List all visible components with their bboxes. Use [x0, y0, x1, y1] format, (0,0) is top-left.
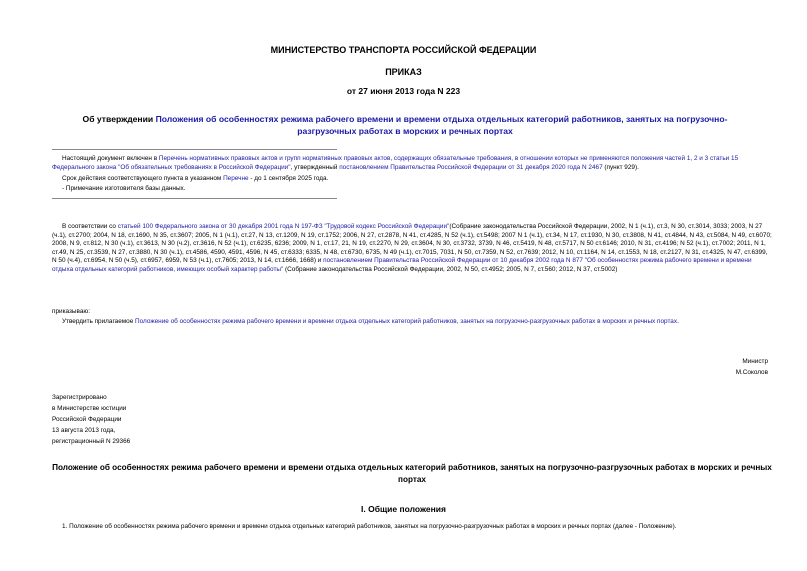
order-text-2: . [677, 318, 679, 325]
notice-text-3: (пункт 929). [602, 163, 639, 171]
basis-text-3: (Собрание законодательства Российской Федерации, 2002, N 50, ст.4952; 2005, N 7, ст.560; 2012, N 37, ст.5002) [283, 265, 618, 273]
basis-link-decree-877[interactable]: постановлением Правительства Российской Федерации от 10 декабря 2002 года N 877 "Об особенностях режима рабочего времени и времени отдыха отдельных категорий работников, имеющих особый характер работы" [52, 257, 752, 273]
notice-term-link[interactable]: Перечне [223, 175, 249, 182]
order-word: приказываю: [52, 308, 90, 315]
notice-link-list[interactable]: Перечень нормативных правовых актов и групп нормативных правовых актов, содержащих обязательные требования, в отношении которых не применяются положения частей 1, 2 и 3 статьи 15 Федерального закона "Об обязательных требованиях в Российской Федерации" [52, 155, 739, 171]
notice-text-1: Настоящий документ включен в [62, 155, 159, 162]
notice-text-2: , утвержденный [290, 163, 340, 171]
doc-type: ПРИКАЗ [385, 67, 422, 77]
registration-block [52, 392, 252, 447]
doc-title [60, 113, 750, 137]
doc-title-prefix: Об утверждении [82, 114, 156, 124]
registration-line: 13 августа 2013 года, [52, 427, 116, 434]
registration-line: в Министерстве юстиции [52, 405, 127, 412]
section-heading: I. Общие положения [361, 504, 446, 514]
notice-note: - Примечание изготовителя базы данных. [62, 185, 186, 192]
registration-line: регистрационный N 29366 [52, 438, 131, 445]
basis-text-1: В соответствии со [62, 223, 118, 230]
basis-paragraph [52, 223, 772, 275]
notice-paragraph [52, 155, 772, 172]
signature-name: М.Соколов [735, 369, 768, 376]
basis-link-labor-code[interactable]: статьей 100 Федерального закона от 30 декабря 2001 года N 197-ФЗ "Трудовой кодекс Российской Федерации" [117, 223, 450, 230]
order-link-regulation[interactable]: Положение об особенностях режима рабочего времени и времени отдыха отдельных категорий работников, занятых на погрузочно-разгрузочных работах в морских и речных портах [135, 318, 678, 325]
registration-line: Зарегистрировано [52, 394, 107, 401]
notice-term-suffix: - до 1 сентября 2025 года. [248, 175, 329, 182]
regulation-title: Положение об особенностях режима рабочего времени и времени отдыха отдельных категорий работников, занятых на погрузочно-разгрузочных работах в морских и речных портах [52, 463, 772, 484]
doc-title-link[interactable]: Положения об особенностях режима рабочего времени и времени отдыха отдельных категорий работников, занятых на погрузочно-разгрузочных работах в морских и речных портах [155, 114, 728, 136]
signature-position: Министр [742, 358, 768, 365]
divider-bottom [52, 198, 337, 199]
order-paragraph [52, 318, 772, 327]
ministry-heading: МИНИСТЕРСТВО ТРАНСПОРТА РОССИЙСКОЙ ФЕДЕРАЦИИ [270, 45, 537, 55]
registration-line: Российской Федерации [52, 416, 122, 423]
notice-link-decree[interactable]: постановлением Правительства Российской Федерации от 31 декабря 2020 года N 2467 [339, 163, 603, 171]
basis-text-2: (Собрание законодательства Российской Федерации, 2002, N 1 (ч.1), ст.3, N 30, ст.3014, 3033; 2003, N 27 (ч.1), ст.2700; 2004, N 18, ст.1690, N 35, ст.3607; 2005, N 1 (ч.1), ст.27, N 13, ст.1209, N 19, ст.1752; 2006, N 27, ст.2878, N 41, ст.4285, N 52 (ч.1), ст.5498; 2007 N 1 (ч.1), ст.34, N 17, ст.1930, N 30, ст.3808, N 41, ст.4844, N 43, ст.5084, N 49, ст.6070; 2008, N 9, ст.812, N 30 (ч.1), ст.3613, N 30 (ч.2), ст.3616, N 52 (ч.1), ст.6235, 6236; 2009, N 1, ст.17, 21, N 19, ст.2270, N 29, ст.3604, N 30, ст.3732, 3739, N 46, ст.5419, N 48, ст.5717, N 50 ст.6146; 2010, N 31, ст.4196; N 52 (ч.1), ст.7002; 2011, N 1, ст.49, N 25, ст.3539, N 27, ст.3880, N 30 (ч.1), ст.4586, 4590, 4591, 4596, N 45, ст.6333; 6335, N 48, ст.6730, 6735, N 49 (ч.1), ст.7015, 7031, N 50, ст.7359, N 52, ст.7639; 2012, N 10, ст.1164, N 14, ст.1553, N 18, ст.2127, N 31, ст.4325, N 47, ст.6399, N 50 (ч.4), ст.6954, N 50 (ч.5), ст.6957, 6959, N 53 (ч.1), ст.7605; 2013, N 14, ст.1666, 1668) и [52, 223, 772, 265]
notice-term-prefix: Срок действия соответствующего пункта в указанном [62, 175, 224, 182]
doc-date-number: от 27 июня 2013 года N 223 [346, 86, 461, 96]
regulation-paragraph-1: 1. Положение об особенностях режима рабочего времени и времени отдыха отдельных категорий работников, занятых на погрузочно-разгрузочных работах в морских и речных портах (далее - Положение). [62, 523, 677, 530]
order-text-1: Утвердить прилагаемое [62, 318, 136, 325]
notice-term [52, 175, 772, 184]
divider-top [52, 149, 337, 150]
